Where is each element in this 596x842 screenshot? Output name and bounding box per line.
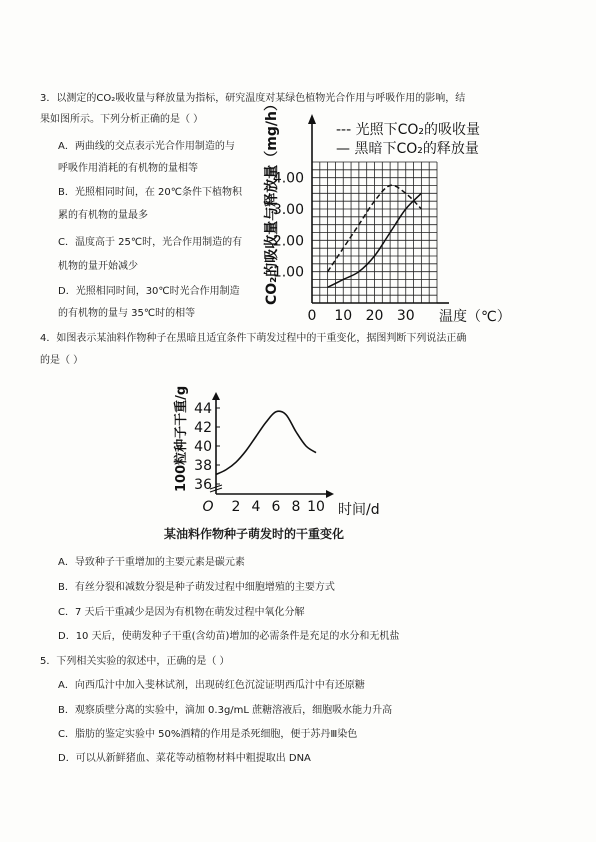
- chart2-y-axis-label: 100粒种子干重/g: [174, 385, 189, 492]
- q4-option-a: A．导致种子干重增加的主要元素是碳元素: [58, 557, 245, 568]
- chart1-y-tick-label: 4.00: [272, 170, 304, 187]
- chart2-series-dry-weight: [216, 411, 316, 474]
- q5-option-c: C．脂肪的鉴定实验中 50%酒精的作用是杀死细胞，便于苏丹Ⅲ染色: [58, 729, 358, 740]
- chart1-legend-light: --- 光照下CO₂的吸收量: [336, 122, 481, 138]
- chart2-y-tick-label: 44: [194, 401, 212, 417]
- q3-stem-line1: 3．以测定的CO₂吸收量与释放量为指标，研究温度对某绿色植物光合作用与呼吸作用的影响，结: [40, 93, 466, 104]
- chart2-y-axis-arrow: [212, 392, 220, 400]
- chart2-y-tick-label: 36: [194, 477, 212, 493]
- q3-option-b-line1: B．光照相同时间，在 20℃条件下植物积: [58, 187, 242, 198]
- q3-option-a-line1: A．两曲线的交点表示光合作用制造的与: [58, 141, 235, 152]
- chart1-x-tick-label: 10: [334, 308, 353, 324]
- q3-option-c-line2: 机物的量开始减少: [58, 261, 138, 272]
- chart2-y-tick-label: 42: [194, 420, 212, 436]
- q3-option-d-line2: 的有机物的量与 35℃时的相等: [58, 308, 196, 319]
- chart2-caption: 某油料作物种子萌发时的干重变化: [164, 527, 345, 541]
- q3-option-c-line1: C．温度高于 25℃时，光合作用制造的有: [58, 237, 243, 248]
- q5-stem: 5．下列相关实验的叙述中，正确的是（ ）: [40, 656, 230, 667]
- chart1-x-tick-label: 0: [307, 308, 317, 324]
- q3-option-a-line2: 呼吸作用消耗的有机物的量相等: [58, 163, 198, 174]
- chart1-y-tick-label: 1.00: [272, 264, 304, 281]
- q4-stem-line1: 4．如图表示某油料作物种子在黑暗且适宜条件下萌发过程中的干重变化，据图判断下列说法正确: [40, 333, 467, 344]
- q3-option-b-line2: 累的有机物的量最多: [58, 210, 148, 221]
- chart2-x-tick-label: 10: [307, 499, 325, 515]
- q5-option-b: B．观察质壁分离的实验中，滴加 0.3g/mL 蔗糖溶液后，细胞吸水能力升高: [58, 705, 393, 716]
- q4-option-d: D．10 天后，使萌发种子干重(含幼苗)增加的必需条件是充足的水分和无机盐: [58, 631, 400, 642]
- chart1-y-axis-label: CO₂的吸收量与释放量（mg/h）: [264, 97, 280, 305]
- q5-option-a: A．向西瓜汁中加入斐林试剂，出现砖红色沉淀证明西瓜汁中有还原糖: [58, 680, 365, 691]
- chart2-x-axis-arrow: [326, 490, 334, 498]
- chart2-y-tick-label: 40: [194, 439, 212, 455]
- chart2-x-tick-label: 6: [271, 499, 281, 515]
- chart2-x-tick-label: O: [202, 499, 214, 515]
- chart2-x-tick-label: 8: [291, 499, 301, 515]
- q4-option-b: B．有丝分裂和减数分裂是种子萌发过程中细胞增殖的主要方式: [58, 582, 335, 593]
- chart2-x-tick-label: 2: [231, 499, 241, 515]
- q4-stem-line2: 的是（ ）: [40, 355, 84, 366]
- chart1-y-tick-label: 3.00: [272, 202, 304, 218]
- chart2-x-tick-label: 4: [251, 499, 261, 515]
- q5-option-d: D．可以从新鲜猪血、菜花等动植物材料中粗提取出 DNA: [58, 753, 311, 764]
- chart1-x-axis-label: 温度（℃）: [439, 309, 511, 325]
- chart2-x-axis-label: 时间/d: [338, 502, 380, 518]
- q3-stem-line2: 果如图所示。下列分析正确的是（ ）: [40, 114, 204, 125]
- chart1-x-tick-label: 20: [365, 308, 384, 324]
- chart2-y-tick-label: 38: [194, 458, 212, 474]
- q4-option-c: C．7 天后干重减少是因为有机物在萌发过程中氧化分解: [58, 607, 305, 618]
- chart1-legend-dark: — 黑暗下CO₂的释放量: [336, 141, 479, 157]
- q3-option-d-line1: D．光照相同时间，30℃时光合作用制造: [58, 286, 240, 297]
- chart1-y-tick-label: 2.00: [272, 233, 304, 250]
- chart1-x-tick-label: 30: [396, 308, 415, 324]
